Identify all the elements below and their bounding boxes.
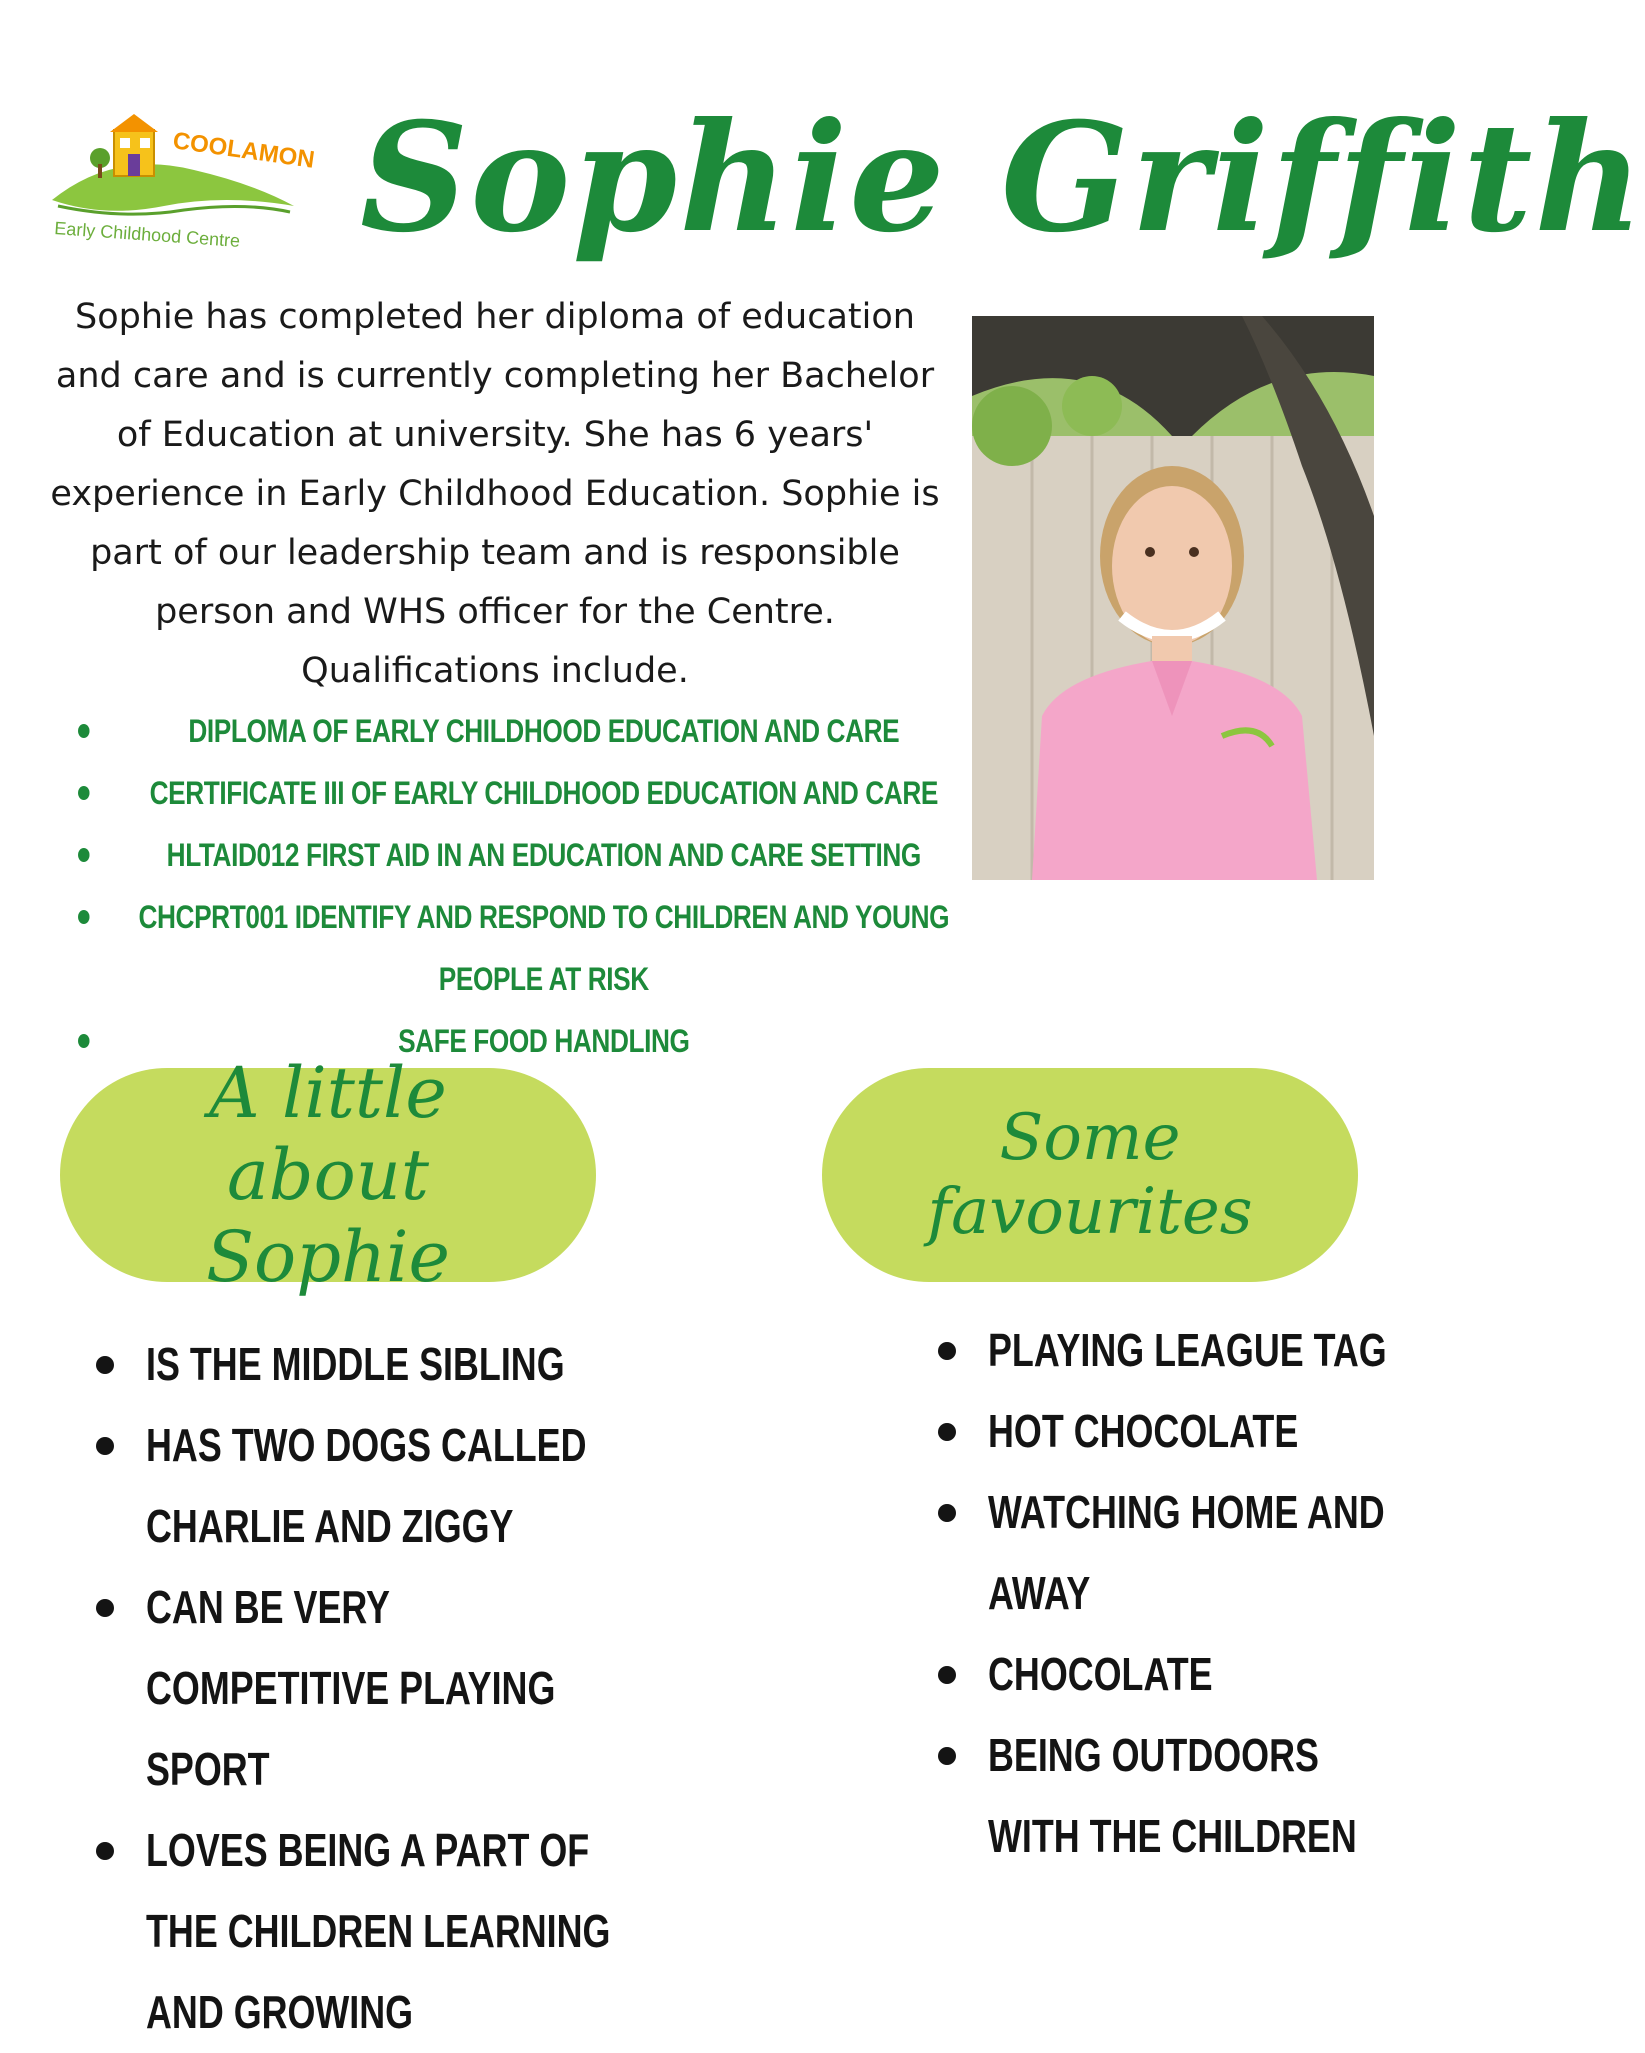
centre-logo bbox=[44, 110, 317, 251]
list-item: CERTIFICATE III OF EARLY CHILDHOOD EDUCATION AND CARE bbox=[60, 762, 978, 824]
staff-photo bbox=[972, 316, 1374, 880]
qualifications-list bbox=[60, 700, 950, 1072]
list-item: CHCPRT001 IDENTIFY AND RESPOND TO CHILDREN AND YOUNG PEOPLE AT RISK bbox=[60, 886, 978, 1010]
list-item: HLTAID012 FIRST AID IN AN EDUCATION AND CARE SETTING bbox=[60, 824, 978, 886]
list-item bbox=[988, 1391, 1388, 1472]
list-item bbox=[988, 1472, 1388, 1634]
favourite-item: PLAYING LEAGUE TAG bbox=[988, 1324, 1387, 1376]
list-item: DIPLOMA OF EARLY CHILDHOOD EDUCATION AND CARE bbox=[60, 700, 978, 762]
about-item: LOVES BEING A PART OF THE CHILDREN LEARNING AND GROWING bbox=[146, 1824, 611, 2038]
list-item: SAFE FOOD HANDLING bbox=[60, 1010, 978, 1072]
favourites-heading-pill bbox=[822, 1068, 1358, 1282]
about-heading-pill bbox=[60, 1052, 596, 1298]
list-item bbox=[146, 1810, 626, 2053]
list-item bbox=[988, 1715, 1388, 1877]
favourites-heading: Some favourites bbox=[927, 1101, 1253, 1249]
logo-subtitle: Early Childhood Centre bbox=[53, 218, 241, 251]
about-item: CAN BE VERY COMPETITIVE PLAYING SPORT bbox=[146, 1581, 556, 1795]
favourite-item: BEING OUTDOORS WITH THE CHILDREN bbox=[988, 1729, 1357, 1862]
list-item bbox=[146, 1405, 626, 1567]
logo-name: COOLAMON bbox=[171, 127, 317, 174]
list-item bbox=[146, 1324, 626, 1405]
about-item: HAS TWO DOGS CALLED CHARLIE AND ZIGGY bbox=[146, 1419, 587, 1552]
favourite-item: WATCHING HOME AND AWAY bbox=[988, 1486, 1385, 1619]
about-list bbox=[146, 1324, 626, 2053]
list-item bbox=[988, 1310, 1388, 1391]
page-title: Sophie Griffith bbox=[360, 90, 1645, 266]
intro-paragraph: Sophie has completed her diploma of education and care and is currently completing her Bachelor of Education at university. She has 6 years' experience in Early Childhood Education. Sophie is part of our leadership team and is responsible person and WHS officer for the Centre. Qualifications include. bbox=[50, 297, 940, 691]
about-heading: A little about Sophie bbox=[206, 1052, 450, 1298]
favourite-item: HOT CHOCOLATE bbox=[988, 1405, 1299, 1457]
list-item bbox=[146, 1567, 626, 1810]
favourites-list bbox=[988, 1310, 1388, 1877]
favourite-item: CHOCOLATE bbox=[988, 1648, 1213, 1700]
list-item bbox=[988, 1634, 1388, 1715]
about-item: IS THE MIDDLE SIBLING bbox=[146, 1338, 565, 1390]
